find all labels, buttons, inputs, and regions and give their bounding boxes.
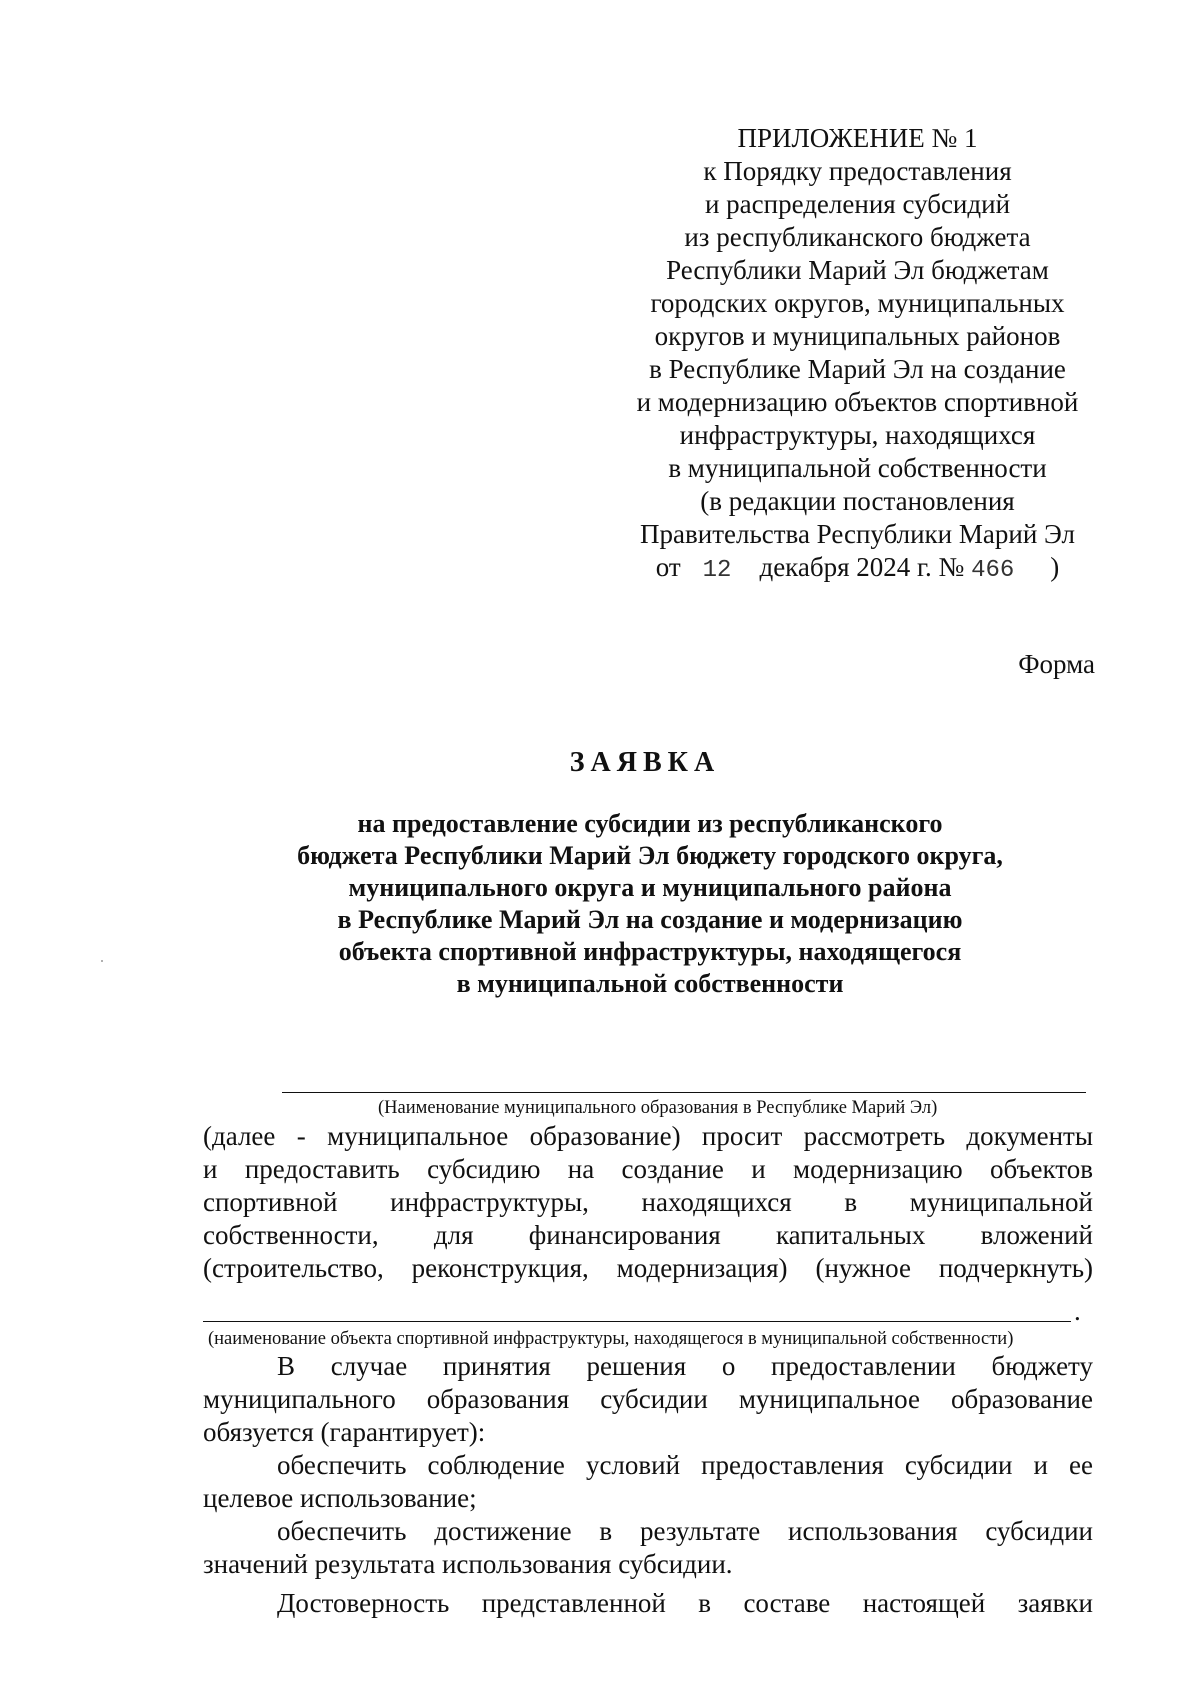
paragraph-line: Достоверность представленной в составе настоящей заявки [277,1588,1093,1618]
municipality-name-line [282,1092,1086,1093]
appendix-line: Правительства Республики Марий Эл [640,519,1075,549]
paragraph-line: обеспечить соблюдение условий предоставления субсидии и ее [277,1450,1093,1480]
paragraph-line: спортивной инфраструктуры, находящихся в муниципальной [203,1187,1093,1217]
paragraph-line: собственности, для финансирования капитальных вложений [203,1220,1093,1250]
appendix-line: инфраструктуры, находящихся [679,420,1036,450]
request-paragraph [203,1120,1093,1285]
paragraph-line: (далее - муниципальное образование) просит рассмотреть документы [203,1121,1093,1151]
date-day: 12 [702,557,732,584]
appendix-date-line [620,551,1095,587]
paragraph-line: муниципального образования субсидии муниципальное образование [203,1384,1093,1414]
appendix-line: городских округов, муниципальных [650,288,1065,318]
date-prefix: от [655,552,681,582]
paragraph-line: обеспечить достижение в результате использования субсидии [277,1516,1093,1546]
appendix-line: (в редакции постановления [700,486,1015,516]
object-name-line [203,1321,1071,1322]
subtitle-line: объекта спортивной инфраструктуры, находящегося [338,937,962,966]
obligations-paragraphs [203,1350,1093,1620]
appendix-header [620,122,1095,587]
subtitle-line: муниципального округа и муниципального района [348,873,952,902]
date-suffix: ) [1050,552,1060,582]
scan-speck [101,960,103,962]
document-title: ЗАЯВКА [569,747,721,778]
document-subtitle [210,808,1090,1000]
paragraph-line: (строительство, реконструкция, модернизация) (нужное подчеркнуть) [203,1253,1093,1283]
paragraph-line: целевое использование; [203,1483,477,1513]
subtitle-line: на предоставление субсидии из республиканского [357,809,943,838]
appendix-line: в Республике Марий Эл на создание [649,354,1066,384]
appendix-line: ПРИЛОЖЕНИЕ № 1 [737,123,978,153]
appendix-line: из республиканского бюджета [684,222,1031,252]
municipality-caption: (Наименование муниципального образования в Республике Марий Эл) [378,1098,938,1118]
subtitle-line: в Республике Марий Эл на создание и модернизацию [337,905,963,934]
paragraph-line: В случае принятия решения о предоставлении бюджету [277,1351,1093,1381]
paragraph-line: значений результата использования субсидии. [203,1549,733,1579]
appendix-line: к Порядку предоставления [703,156,1012,186]
subtitle-line: в муниципальной собственности [456,969,844,998]
subtitle-line: бюджета Республики Марий Эл бюджету городского округа, [297,841,1003,870]
object-line-period: . [1074,1296,1081,1326]
date-number: 466 [971,557,1015,584]
appendix-line: в муниципальной собственности [668,453,1047,483]
appendix-line: округов и муниципальных районов [654,321,1061,351]
object-caption: (наименование объекта спортивной инфраструктуры, находящегося в муниципальной собственности) [208,1329,1014,1349]
paragraph-line: обязуется (гарантирует): [203,1417,486,1447]
form-label: Форма [1018,649,1095,679]
appendix-line: и модернизацию объектов спортивной [636,387,1079,417]
appendix-line: Республики Марий Эл бюджетам [666,255,1049,285]
paragraph-line: и предоставить субсидию на создание и модернизацию объектов [203,1154,1093,1184]
date-month-year: декабря 2024 г. № [759,552,965,582]
appendix-line: и распределения субсидий [704,189,1011,219]
